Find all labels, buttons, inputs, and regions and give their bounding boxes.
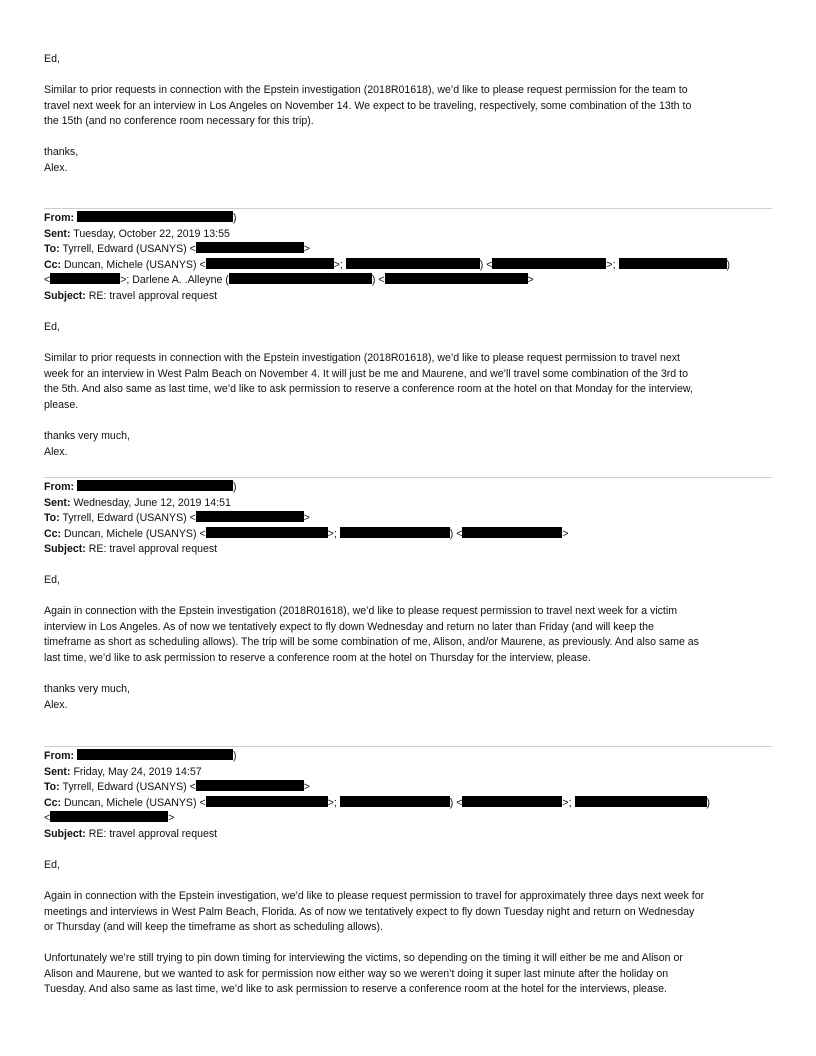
email-2-greeting: Ed, (44, 321, 60, 333)
separator (44, 208, 772, 209)
sent-date: Wednesday, June 12, 2019 14:51 (73, 496, 231, 509)
redaction (462, 527, 562, 538)
email-3-body: Again in connection with the Epstein investigation (2018R01618), we’d like to please request permission to travel next week for a victim interview in Los Angeles. As of now we tentatively expect to fly down Wednesday and return no later than Friday (and will keep the timeframe as short as scheduling allows). The trip will be some combination of me, Alison, and/or Maurene, as previously. And also same as last time, we’d like to ask permission to reserve a conference room at the hotel on Thursday for the interview, please. (44, 605, 699, 664)
redaction (206, 796, 328, 807)
email-1-greeting: Ed, (44, 53, 60, 65)
email-1-body: Similar to prior requests in connection with the Epstein investigation (2018R01618), we’d like to please request permission for the team to travel next week for an interview in Los Angeles on November 14. We expect to be traveling, respectively, some combination of the 13th to the 15th (and no conference room necessary for this trip). (44, 84, 692, 128)
redaction (196, 511, 304, 522)
email-2-closing: thanks very much, Alex. (44, 430, 130, 458)
email-4-body: Again in connection with the Epstein investigation, we’d like to please request permission to travel for approximately three days next week for meetings and interviews in West Palm Beach, Florida. As of now we tentatively expect to fly down Tuesday night and return on Wednesday or Thursday (and will keep the timeframe as short as scheduling allows). (44, 890, 705, 934)
redaction (50, 273, 120, 284)
email-4-header: From: ) Sent: Friday, May 24, 2019 14:57 To: Tyrrell, Edward (USANYS) < > Cc: Duncan, Michele (USANYS) < >; ) < >; ) < > Subject: RE: travel approval request (44, 750, 711, 840)
separator (44, 477, 772, 478)
email-3-header: From: ) Sent: Wednesday, June 12, 2019 14:51 To: Tyrrell, Edward (USANYS) < > Cc: Duncan, Michele (USANYS) < >; ) < > Subject: RE: travel approval request (44, 481, 569, 556)
redaction (340, 796, 450, 807)
redaction (196, 242, 304, 253)
redaction (206, 258, 334, 269)
redaction (492, 258, 606, 269)
subject-line: RE: travel approval request (88, 827, 218, 840)
redaction (462, 796, 562, 807)
redaction (575, 796, 707, 807)
redaction (77, 480, 233, 491)
email-3-greeting: Ed, (44, 574, 60, 586)
email-1-closing: thanks, Alex. (44, 146, 79, 174)
redaction (229, 273, 372, 284)
separator (44, 746, 772, 747)
redaction (206, 527, 328, 538)
email-4-body-2: Unfortunately we’re still trying to pin down timing for interviewing the victims, so depending on the timing it will either be me and Alison or Alison and Maurene, but we wanted to ask for permission now either way so we weren’t doing it super last minute after the holiday on Tuesday. And also same as last time, we’d like to ask permission to reserve a conference room at the hotel for the interviews, please. (44, 952, 683, 996)
email-4-greeting: Ed, (44, 859, 60, 871)
redaction (50, 811, 168, 822)
subject-line: RE: travel approval request (88, 289, 218, 302)
redaction (346, 258, 480, 269)
email-2-body: Similar to prior requests in connection with the Epstein investigation (2018R01618), we’d like to please request permission to travel next week for an interview in West Palm Beach on November 4. It will just be me and Maurene, and we’ll travel some combination of the 3rd to the 5th. And also same as last time, we’d like to ask permission to reserve a conference room at the hotel on that Monday for the interview, please. (44, 352, 693, 411)
redaction (196, 780, 304, 791)
redaction (619, 258, 727, 269)
redaction (385, 273, 528, 284)
subject-line: RE: travel approval request (88, 543, 218, 556)
sent-date: Tuesday, October 22, 2019 13:55 (73, 227, 230, 240)
sent-date: Friday, May 24, 2019 14:57 (73, 765, 202, 778)
email-3-closing: thanks very much, Alex. (44, 683, 130, 711)
redaction (77, 211, 233, 222)
email-2-header: From: ) Sent: Tuesday, October 22, 2019 13:55 To: Tyrrell, Edward (USANYS) < > Cc: Duncan, Michele (USANYS) < >; ) < >; ) < >; Darlene A. .Alleyne ( ) < > Subject: RE: travel approval request (44, 212, 731, 302)
redaction (77, 749, 233, 760)
redaction (340, 527, 450, 538)
